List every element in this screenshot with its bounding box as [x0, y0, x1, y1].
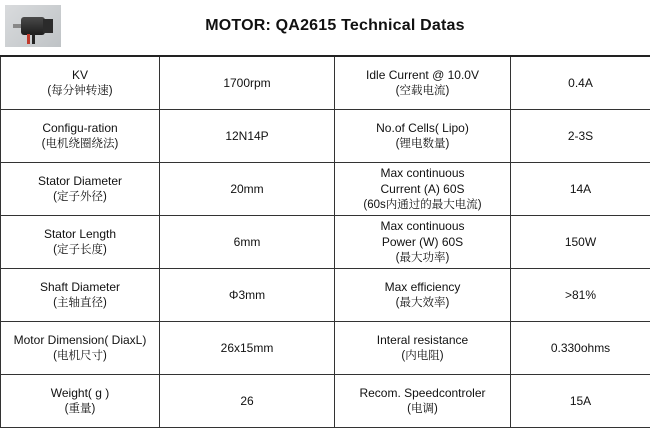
param-value-kv: 1700rpm: [160, 57, 335, 110]
table-row: [1, 216, 650, 269]
param-label-stator-diameter: Stator Diameter (定子外径): [1, 163, 160, 216]
param-value-max-efficiency: >81%: [511, 269, 650, 322]
table-row: [1, 57, 650, 110]
param-label-motor-dimension: Motor Dimension( DiaxL) (电机尺寸): [1, 322, 160, 375]
param-label-stator-length: Stator Length (定子长度): [1, 216, 160, 269]
param-label-kv: KV (每分钟转速): [1, 57, 160, 110]
table-row: [1, 110, 650, 163]
param-value-idle-current: 0.4A: [511, 57, 650, 110]
param-label-idle-current: Idle Current @ 10.0V (空载电流): [335, 57, 511, 110]
param-label-weight: Weight( g ) (重量): [1, 375, 160, 428]
param-value-weight: 26: [160, 375, 335, 428]
header: [0, 0, 650, 57]
table-row: [1, 269, 650, 322]
spec-table: [0, 57, 650, 428]
table-row: [1, 375, 650, 428]
param-value-stator-diameter: 20mm: [160, 163, 335, 216]
param-value-internal-resistance: 0.330ohms: [511, 322, 650, 375]
param-value-cells: 2-3S: [511, 110, 650, 163]
param-label-max-power: Max continuous Power (W) 60S (最大功率): [335, 216, 511, 269]
page-title: MOTOR: QA2615 Technical Datas: [205, 17, 465, 34]
param-label-max-current: Max continuous Current (A) 60S (60s内通过的最大电流): [335, 163, 511, 216]
param-value-shaft-diameter: Φ3mm: [160, 269, 335, 322]
param-label-max-efficiency: Max efficiency (最大效率): [335, 269, 511, 322]
param-label-internal-resistance: Interal resistance (内电阻): [335, 322, 511, 375]
param-value-configuration: 12N14P: [160, 110, 335, 163]
param-label-cells: No.of Cells( Lipo) (锂电数量): [335, 110, 511, 163]
param-label-speed-controller: Recom. Speedcontroler (电调): [335, 375, 511, 428]
table-row: [1, 322, 650, 375]
param-value-stator-length: 6mm: [160, 216, 335, 269]
param-value-max-power: 150W: [511, 216, 650, 269]
param-value-speed-controller: 15A: [511, 375, 650, 428]
table-row: [1, 163, 650, 216]
param-value-motor-dimension: 26x15mm: [160, 322, 335, 375]
param-value-max-current: 14A: [511, 163, 650, 216]
param-label-shaft-diameter: Shaft Diameter (主轴直径): [1, 269, 160, 322]
param-label-configuration: Configu-ration (电机绕圈绕法): [1, 110, 160, 163]
